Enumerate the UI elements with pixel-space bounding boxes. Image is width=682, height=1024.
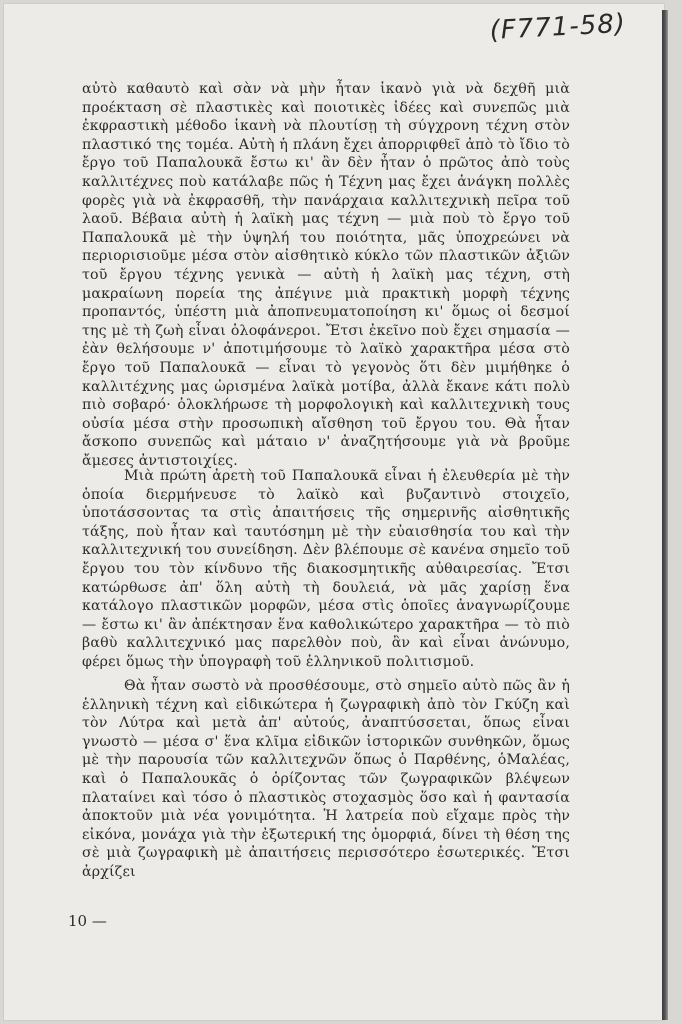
paragraph-3: Θὰ ἦταν σωστὸ νὰ προσθέσουμε, στὸ σημεῖο αὐτὸ πῶς ἂν ἡ ἑλληνικὴ τέχνη καὶ εἰδικώτερα ἡ ζωγραφικὴ ἀπὸ τὸν Γκύζη καὶ τὸν Λύτρα καὶ μετὰ ἀπ' αὐτούς, ἀναπτύσσεται, ὅπως εἶναι γνωστὸ — μέσα σ' ἕνα κλῖμα εἰδικῶν ἱστορικῶν συνθηκῶν, ὅμως μὲ τὴν παρουσία τῶν καλλιτεχνῶν ὅπως ὁ Παρθένης, ὁΜαλέας, καὶ ὁ Παπαλουκᾶς ὁ ὁρίζοντας τῶν ζωγραφικῶν βλέψεων πλαταίνει καὶ τόσο ὁ πλαστικὸς στοχασμὸς ὅσο καὶ ἡ φαντασία ἀποκτοῦν μιὰ νέα γονιμότητα. Ἡ λατρεία ποὺ εἴχαμε πρὸς τὴν εἰκόνα, μονάχα γιὰ τὴν ἐξωτερική της ὀμορφιά, δίνει τὴ θέση της σὲ μιὰ ζωγραφικὴ μὲ ἀπαιτήσεις περισσότερο ἐσωτερικές. Ἔτσι ἀρχίζει bbox=[82, 678, 570, 880]
binding-edge bbox=[662, 10, 668, 1020]
archive-reference-note: (F771-58) bbox=[488, 8, 627, 46]
paragraph-1: αὐτὸ καθαυτὸ καὶ σὰν νὰ μὴν ἦταν ἱκανὸ γιὰ νὰ δεχθῆ μιὰ προέκταση σὲ πλαστικὲς καὶ ποιοτικὲς ἰδέες καὶ συνεπῶς μιὰ ἐκφραστικὴ μέθοδο ἱκανὴ νὰ πλουτίσῃ τὴ σύγχρονη τέχνη στὸν πλαστικό της τομέα. Αὐτὴ ἡ πλάνη ἔχει ἀπορριφθεῖ ἀπὸ τὸ ἴδιο τὸ ἔργο τοῦ Παπαλουκᾶ ἔστω κι' ἂν δὲν ἦταν ὁ πρῶτος ἀπὸ τοὺς καλλιτέχνες ποὺ κατάλαβε πῶς ἡ Τέχνη μας ἔχει ἀνάγκη πολλὲς φορὲς γιὰ νὰ ἐκφρασθῆ, τὴν πανάρχαια καλλιτεχνικὴ πεῖρα τοῦ λαοῦ. Βέβαια αὐτὴ ἡ λαϊκὴ μας τέχνη — μιὰ ποὺ τὸ ἔργο τοῦ Παπαλουκᾶ μὲ τὴν ὑψηλή του ποιότητα, μᾶς ὑποχρεώνει νὰ περιορισιοῦμε μέσα στὸν αἰσθητικὸ κύκλο τῶν πλαστικῶν ἀξιῶν τοῦ ἔργου τέχνης γενικὰ — αὐτὴ ἡ λαϊκὴ μας τέχνη, στὴ μακραίωνη πορεία της ἀπέγινε μιὰ πρακτικὴ μορφὴ τέχνης προπαντός, ὑπέστη μιὰ ἀποπνευματοποίηση κι' ὅμως οἱ δεσμοί της μὲ τὴ ζωὴ εἶναι ὁλοφάνεροι. Ἔτσι ἐκεῖνο ποὺ ἔχει σημασία — ἐὰν θελήσουμε ν' ἀποτιμήσουμε τὸ λαϊκὸ χαρακτῆρα μέσα στὸ ἔργο τοῦ Παπαλουκᾶ — εἶναι τὸ γεγονὸς ὅτι δὲν μιμήθηκε ὁ καλλιτέχνης μας ὡρισμένα λαϊκὰ μοτίβα, ἀλλὰ ἔκανε κάτι πολὺ πιὸ σοβαρό· ὁλοκλήρωσε τὴ μορφολογικὴ καὶ καλλιτεχνικὴ τους οὐσία μέσα στὴν προσωπικὴ αἴσθηση τοῦ ἔργου του. Θὰ ἦταν ἄσκοπο συνεπῶς καὶ μάταιο ν' ἀναζητήσουμε γιὰ νὰ βροῦμε ἄμεσες ἀντιστοιχίες. bbox=[82, 81, 570, 469]
paragraph-2: Μιὰ πρώτη ἀρετὴ τοῦ Παπαλουκᾶ εἶναι ἡ ἐλευθερία μὲ τὴν ὁποία διερμήνευσε τὸ λαϊκὸ καὶ βυζαντινὸ στοιχεῖο, ὑποτάσσοντας τα στὶς ἀπαιτήσεις τῆς σημερινῆς αἰσθητικῆς τάξης, ποὺ ἦταν καὶ ταυτόσημη μὲ τὴν εὐαισθησία του καὶ τὴν καλλιτεχνική του συνείδηση. Δὲν βλέπουμε σὲ κανένα σημεῖο τοῦ ἔργου του τὸν κίνδυνο τῆς διακοσμητικῆς αὐθαιρεσίας. Ἔτσι κατώρθωσε ἀπ' ὅλη αὐτὴ τὴ δουλειά, νὰ μᾶς χαρίσῃ ἕνα κατάλογο πλαστικῶν μορφῶν, μέσα στὶς ὁποῖες ἀναγνωρίζουμε — ἔστω κι' ἂν ἀπέκτησαν ἕνα καθολικώτερο χαρακτῆρα — τὸ πιὸ βαθὺ καλλιτεχνικό μας παρελθὸν ποὺ, ἂν καὶ εἶναι ἀνώνυμο, φέρει ὅμως τὴν ὑπογραφὴ τοῦ ἑλληνικοῦ πολιτισμοῦ. bbox=[82, 468, 570, 670]
page-number: 10 — bbox=[68, 912, 107, 930]
